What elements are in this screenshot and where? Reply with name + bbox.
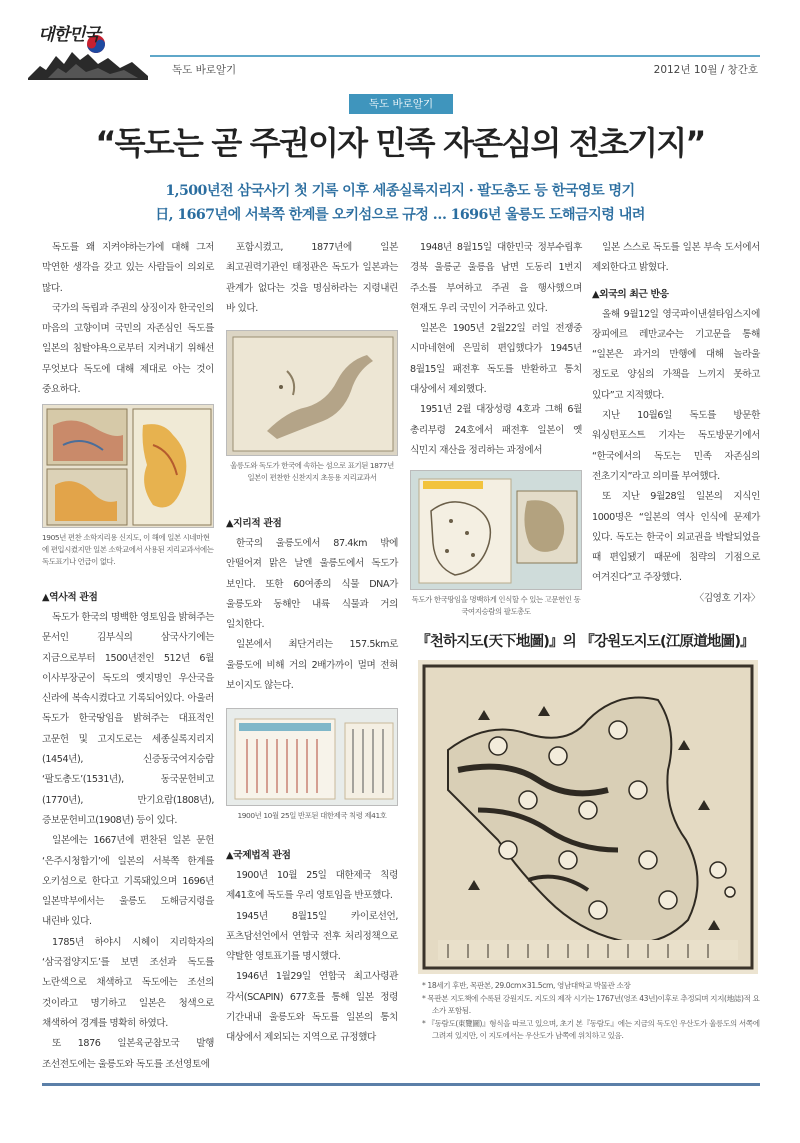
section-heading: ▲국제법적 관점 bbox=[226, 850, 291, 861]
section-heading: ▲외국의 최근 반응 bbox=[592, 288, 669, 300]
headline: “독도는 곧 주권이자 민족 자존심의 전초기지” bbox=[95, 124, 705, 162]
column-4 bbox=[592, 238, 760, 609]
paragraph: 독도를 왜 지켜야하는가에 대해 그저 막연한 생각을 갖고 있는 사람들이 의외로 많다. bbox=[42, 242, 214, 294]
map-notes bbox=[420, 980, 760, 1043]
column-2-top bbox=[226, 238, 398, 319]
paragraph: 1900년 10월 25일 대한제국 칙령 제41호에 독도를 우리 영토임을 반포했다. bbox=[226, 870, 398, 902]
photo-caption: 울릉도와 독도가 한국에 속하는 섬으로 표기된 1877년 일본이 편찬한 신찬지지 초등용 지리교과서 bbox=[230, 461, 394, 482]
column-2-middle bbox=[226, 508, 398, 696]
paragraph: 또 지난 9월28일 일본의 지식인 1000명은 “일본의 역사 인식에 문제가 있다. 독도는 한국이 외교권을 박탈되었을 때 편입됐기 때문에 침략의 기점으로 여겨진다”고 주장했다. bbox=[592, 491, 760, 584]
paragraph: 올해 9월12일 영국파이낸셜타임스지에 장피에르 레만교수는 기고문을 통해 “일본은 과거의 만행에 대해 놀라울 정도로 양심의 가책을 느끼지 못하고 있다”고 지적했다. bbox=[592, 308, 760, 401]
paragraph: 포함시켰고, 1877년에 일본 최고권력기관인 태정관은 독도가 일본과는 관계가 없다는 것을 명심하라는 지령내린 바 있다. bbox=[226, 242, 398, 314]
column-1-top bbox=[42, 238, 214, 400]
photo-textbook-map bbox=[226, 330, 398, 456]
byline: 〈김영호 기자〉 bbox=[694, 592, 760, 604]
photo-caption: 독도가 한국땅임을 명백하게 인식할 수 있는 고문헌인 동국여지승람의 팔도총도 bbox=[411, 595, 581, 616]
header-rule bbox=[150, 55, 760, 57]
paragraph: 1785년 하야시 시헤이 지리학자의 ‘삼국접양지도’를 보면 조선과 독도를 노란색으로 채색하고 독도에는 조선의 것이라고 명기하고 일본은 청색으로 채색하여 경계를 명확히 하였다. bbox=[42, 936, 214, 1029]
paragraph: 지난 10월6일 독도를 방문한 워싱턴포스트 기자는 독도방문기에서 “한국에서의 독도는 민족 자존심의 전초기지”라고 의미를 부여했다. bbox=[592, 410, 760, 482]
map-note: * 18세기 후반, 목판본, 29.0cm×31.5cm, 영남대학교 박물관 소장 bbox=[422, 981, 631, 990]
photo-gangwon-map bbox=[418, 660, 758, 974]
map-note: * 『동람도(東覽圖)』형식을 따르고 있으며, 초기 본『동람도』에는 지금의 독도인 우산도가 울릉도의 서쪽에 그려져 있지만, 이 지도에서는 우산도가 남쪽에 위치하고 있음. bbox=[422, 1018, 760, 1040]
logo-title: 대한민국 bbox=[38, 25, 100, 45]
paragraph: 일본은 1905년 2월22일 러일 전쟁중 시마네현에 은밀히 편입했다가 1945년 8월15일 패전후 독도를 반환하고 통치 대상에서 제외했다. bbox=[410, 323, 582, 396]
subhead-2: 日, 1667년에 서북쪽 한계를 오키섬으로 규정 … 1696년 울릉도 도해금지령 내려 bbox=[155, 207, 645, 223]
paragraph: 일본에는 1667년에 편찬된 일본 문헌 ‘은주시청합기’에 일본의 서북쪽 한계를 오키섬으로 한다고 기록돼있으며 1696년 일본막부에서는 울릉도 도해금지령을 내린바 있다. bbox=[42, 835, 214, 928]
photo-school-map bbox=[42, 404, 214, 528]
document-icon bbox=[227, 709, 398, 806]
paragraph: 1948년 8월15일 대한민국 정부수립후 경북 울릉군 울릉읍 남면 도동리 1번지 주소를 부여하고 주권 을 행사했으며 현재도 우리 국민이 거주하고 있다. bbox=[410, 242, 582, 314]
paldo-map-icon bbox=[411, 471, 582, 590]
paragraph: 1951년 2월 대장성령 4호과 그해 6월 총리부령 24호에서 패전후 일본이 옛 식민지 재산을 정리하는 과정에서 bbox=[410, 404, 582, 456]
photo-paldo-map bbox=[410, 470, 582, 590]
paragraph: 1946년 1월29일 연합국 최고사령관 각서(SCAPIN) 677호를 통해 일본 정령 기간내내 울릉도와 독도를 일본의 통치 대상에서 제외되는 지역으로 규정했다 bbox=[226, 971, 398, 1044]
paragraph: 일본 스스로 독도를 일본 부속 도서에서 제외한다고 밝혔다. bbox=[592, 242, 760, 274]
column-3-top bbox=[410, 238, 582, 461]
japan-map-icon bbox=[227, 331, 398, 456]
column-2-bottom bbox=[226, 840, 398, 1049]
paragraph: 국가의 독립과 주권의 상징이자 한국인의 마음의 고향이며 국민의 자존심인 독도를 일본의 침탈야욕으로부터 지켜내기 위해선 무엇보다 독도에 대해 제대로 아는 것이 중요하다. bbox=[42, 302, 214, 396]
gangwon-woodblock-map-icon bbox=[418, 660, 758, 974]
paragraph: 일본에서 최단거리는 157.5km로 울릉도에 비해 거의 2배가까이 멀며 전혀 보이지도 않는다. bbox=[226, 639, 398, 692]
photo-imperial-decree bbox=[226, 708, 398, 806]
paragraph: 독도가 한국의 명백한 영토임을 밝혀주는 문서인 김부식의 삼국사기에는 지금으로부터 1500년전인 512년 6월 이사부장군이 독도의 옛지명인 우산국을 신라에 복속시켰다고 기록되어있다. 아울러 독도가 한국땅임을 밝혀주는 대표적인 고문헌 및 고지도로는 세종실록지리지(1454년), 신증동국여지승람 ‘팔도총도’(1531년), 동국문헌비고(1770년), 만기요람(1808년), 증보문헌비고(1908년) 등이 있다. bbox=[42, 612, 214, 826]
section-tag: 독도 바로알기 bbox=[349, 94, 453, 114]
header-section: 독도 바로알기 bbox=[172, 64, 237, 76]
subhead-1: 1,500년전 삼국사기 첫 기록 이후 세종실록지리지 · 팔도총도 등 한국영토 명기 bbox=[165, 183, 635, 199]
paragraph: 1945년 8월15일 카이로선언,포츠담선언에서 연합국 전후 처리정책으로 약탈한 영토표기를 명시했다. bbox=[226, 910, 398, 963]
section-heading: ▲역사적 관점 bbox=[42, 592, 98, 603]
photo-caption: 1900년 10월 25일 반포된 대한제국 칙령 제41호 bbox=[237, 811, 387, 820]
paragraph: 또 1876 일본육군참모국 발행 조선전도에는 울릉도와 독도를 조선영토에 bbox=[42, 1038, 214, 1070]
map-note: * 목판본 지도책에 수록된 강원지도. 지도의 제작 시기는 1767년(영조 43년)이후로 추정되며 지지(地誌)적 요소가 포함됨. bbox=[422, 993, 760, 1015]
masthead bbox=[0, 0, 800, 90]
map-illustration-icon bbox=[43, 405, 214, 528]
header-issue: 2012년 10월 / 창간호 bbox=[653, 64, 758, 76]
footer-rule bbox=[42, 1083, 760, 1086]
map-title: 『천하지도(天下地圖)』의 『강원도지도(江原道地圖)』 bbox=[416, 634, 754, 650]
photo-caption: 1905년 편찬 소학지리용 신지도, 이 해에 일본 시네마현에 편입시켰지만 일본 소학교에서 사용된 지리교과서에는 독도표기나 언급이 없다. bbox=[42, 533, 214, 566]
paragraph: 한국의 울릉도에서 87.4km 밖에 안떨어져 맑은 날엔 울릉도에서 독도가 보인다. 또한 60여종의 식물 DNA가 울릉도와 동해안 내륙 식물과 거의 일치한다. bbox=[226, 538, 398, 631]
section-heading: ▲지리적 관점 bbox=[226, 518, 282, 529]
column-1-bottom bbox=[42, 582, 214, 1075]
